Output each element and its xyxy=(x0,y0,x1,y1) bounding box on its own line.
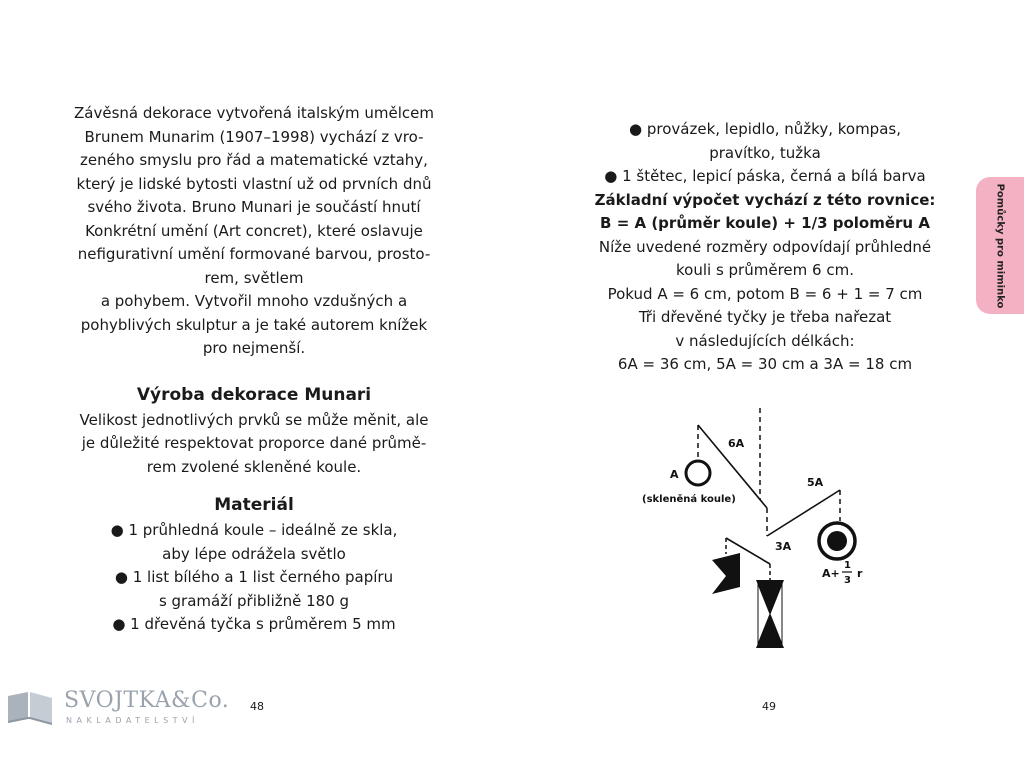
label-a: A xyxy=(670,468,679,481)
side-tab-label: Pomůcky pro miminko xyxy=(994,183,1006,308)
label-3a: 3A xyxy=(775,540,792,553)
logo-name: SVOJTKA&Co. xyxy=(64,688,230,713)
text-line: Závěsná dekorace vytvořená italským umělcem xyxy=(74,104,434,122)
page-number-left: 48 xyxy=(250,700,264,713)
formula-intro: Základní výpočet vychází z této rovnice: xyxy=(594,190,936,209)
text-line: Pokud A = 6 cm, potom B = 6 + 1 = 7 cm xyxy=(607,284,923,303)
text-line: svého života. Bruno Munari je součástí hnutí xyxy=(87,198,421,216)
text-line: zeného smyslu pro řád a matematické vztahy, xyxy=(80,151,428,169)
logo-subtitle: NAKLADATELSTVÍ xyxy=(66,716,199,725)
text-line: který je lidské bytosti vlastní už od prvních dnů xyxy=(76,174,432,193)
text-line: rem zvolené skleněné koule. xyxy=(146,457,362,476)
glass-sphere xyxy=(686,461,710,485)
page-number-right: 49 xyxy=(762,700,776,713)
text-line: je důležité respektovat proporce dané průmě- xyxy=(81,434,427,452)
munari-mobile-diagram xyxy=(600,400,900,660)
formula: B = A (průměr koule) + 1/3 poloměru A xyxy=(600,214,930,232)
text-line: kouli s průměrem 6 cm. xyxy=(676,261,854,279)
list-item: ● 1 list bílého a 1 list černého papíru xyxy=(114,568,394,586)
label-ar-num: 1 xyxy=(844,560,851,571)
text-line: v následujících délkách: xyxy=(675,331,855,350)
label-ar-prefix: A+ xyxy=(822,567,840,580)
size-paragraph xyxy=(44,409,464,480)
book-icon xyxy=(6,688,54,728)
text-line: Níže uvedené rozměry odpovídají průhledné xyxy=(598,237,932,256)
small-bowtie xyxy=(712,553,740,594)
materials-continued xyxy=(560,118,970,377)
text-line: pohyblivých skulptur a je také autorem knížek xyxy=(80,315,428,334)
text-line: Velikost jednotlivých prvků se může měnit, ale xyxy=(79,410,429,429)
text-line: 6A = 36 cm, 5A = 30 cm a 3A = 18 cm xyxy=(617,355,913,373)
list-item: s gramáží přibližně 180 g xyxy=(158,591,350,610)
left-page-text xyxy=(44,102,464,637)
disc-center xyxy=(827,531,847,551)
label-ar-den: 3 xyxy=(844,575,851,586)
list-item: aby lépe odrážela světlo xyxy=(162,544,346,563)
label-6a: 6A xyxy=(728,437,745,450)
intro-paragraph xyxy=(44,102,464,361)
material-list xyxy=(44,519,464,637)
list-item: pravítko, tužka xyxy=(709,143,821,162)
list-item: ● 1 štětec, lepicí páska, černá a bílá barva xyxy=(604,167,926,185)
label-sphere: (skleněná koule) xyxy=(642,494,736,505)
text-line: pro nejmenší. xyxy=(202,339,306,357)
list-item: ● provázek, lepidlo, nůžky, kompas, xyxy=(629,120,901,138)
label-ar-suffix: r xyxy=(857,567,863,580)
side-tab xyxy=(976,177,1024,314)
text-line: nefigurativní umění formované barvou, prosto- xyxy=(77,245,431,263)
publisher-logo xyxy=(6,686,230,730)
list-item: ● 1 průhledná koule – ideálně ze skla, xyxy=(110,521,398,539)
text-line: Brunem Munarim (1907–1998) vychází z vro- xyxy=(84,127,424,146)
material-heading: Materiál xyxy=(214,495,294,515)
section-heading: Výroba dekorace Munari xyxy=(136,384,372,405)
text-line: Tři dřevěné tyčky je třeba nařezat xyxy=(638,308,892,326)
label-5a: 5A xyxy=(807,476,824,489)
text-line: a pohybem. Vytvořil mnoho vzdušných a xyxy=(100,292,408,310)
text-line: rem, světlem xyxy=(204,268,304,287)
text-line: Konkrétní umění (Art concret), které oslavuje xyxy=(85,221,423,240)
right-page-text xyxy=(560,118,970,377)
list-item: ● 1 dřevěná tyčka s průměrem 5 mm xyxy=(112,615,396,633)
